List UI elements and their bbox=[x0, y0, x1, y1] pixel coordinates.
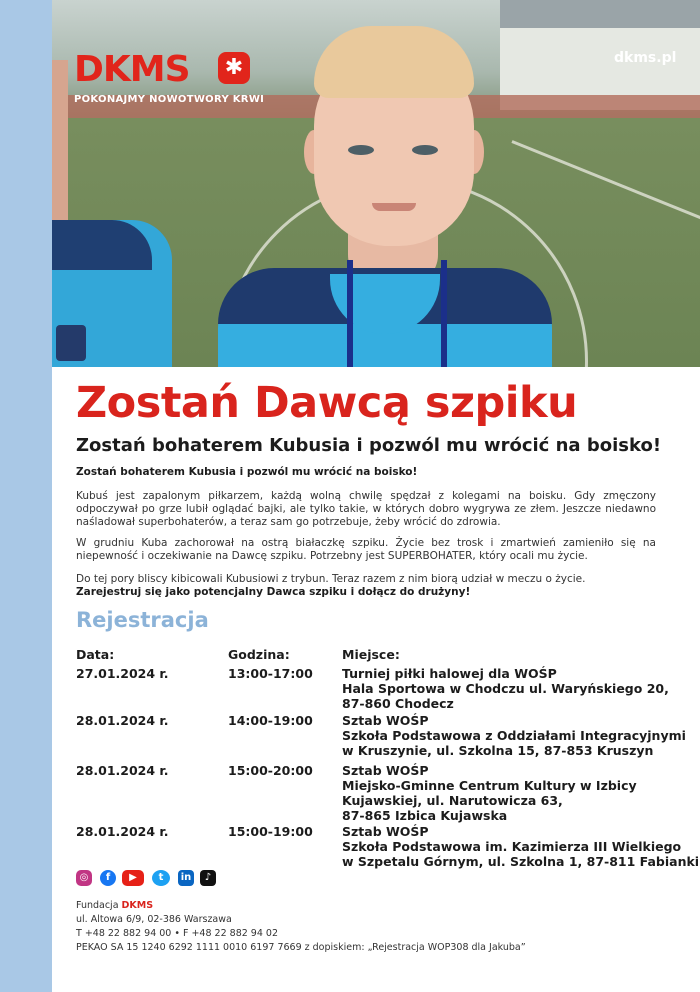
col-time-header: Godzina: bbox=[228, 647, 290, 662]
place-line: Turniej piłki halowej dla WOŚP bbox=[342, 666, 557, 681]
place-line: w Szpetalu Górnym, ul. Szkolna 1, 87-811 Fabianki bbox=[342, 854, 700, 869]
place-line: Miejsko-Gminne Centrum Kultury w Izbicy bbox=[342, 778, 637, 793]
footer bbox=[76, 899, 526, 955]
place-line: Sztab WOŚP bbox=[342, 763, 429, 778]
page-subtitle: Zostań bohaterem Kubusia i pozwól mu wrócić na boisko! bbox=[76, 435, 662, 456]
row-place bbox=[342, 713, 686, 758]
place-line: 87-860 Chodecz bbox=[342, 696, 454, 711]
boy-hair bbox=[314, 26, 474, 98]
footer-org-prefix: Fundacja bbox=[76, 900, 122, 911]
place-line: Szkoła Podstawowa z Oddziałami Integracyjnymi bbox=[342, 728, 686, 743]
place-line: w Kruszynie, ul. Szkolna 15, 87-853 Kruszyn bbox=[342, 743, 654, 758]
boy-eye-left bbox=[348, 145, 374, 155]
building-roof bbox=[500, 0, 700, 28]
row-date: 28.01.2024 r. bbox=[76, 713, 169, 728]
place-line: Szkoła Podstawowa im. Kazimierza III Wielkiego bbox=[342, 839, 682, 854]
row-time: 14:00-19:00 bbox=[228, 713, 313, 728]
place-line: Sztab WOŚP bbox=[342, 824, 429, 839]
place-line: Kujawskiej, ul. Narutowicza 63, bbox=[342, 793, 563, 808]
teammate-jersey bbox=[52, 220, 172, 367]
paragraph-illness: W grudniu Kuba zachorował na ostrą białaczkę szpiku. Życie bez trosk i zmartwień zamieniło się na niepewność i oczekiwanie na Dawcę szpiku. Potrzebny jest SUPERBOHATER, który ocali mu życie. bbox=[76, 537, 656, 562]
logo-star-icon: ✱ bbox=[218, 52, 250, 84]
linkedin-icon[interactable]: in bbox=[178, 870, 194, 886]
page-title: Zostań Dawcą szpiku bbox=[76, 378, 578, 428]
row-date: 27.01.2024 r. bbox=[76, 666, 169, 681]
row-time: 15:00-19:00 bbox=[228, 824, 313, 839]
footer-org bbox=[76, 899, 526, 913]
place-line: Sztab WOŚP bbox=[342, 713, 429, 728]
footer-bank: PEKAO SA 15 1240 6292 1111 0010 6197 7669 z dopiskiem: „Rejestracja WOP308 dla Jakuba” bbox=[76, 942, 526, 953]
row-place bbox=[342, 824, 700, 869]
side-stripe bbox=[0, 0, 52, 992]
row-date: 28.01.2024 r. bbox=[76, 763, 169, 778]
facebook-icon[interactable]: f bbox=[100, 870, 116, 886]
place-line: Hala Sportowa w Chodczu ul. Waryńskiego 20, bbox=[342, 681, 669, 696]
row-place bbox=[342, 666, 682, 711]
twitter-icon[interactable]: t bbox=[152, 870, 170, 886]
lead-text: Zostań bohaterem Kubusia i pozwól mu wrócić na boisko! bbox=[76, 466, 418, 478]
site-link[interactable]: dkms.pl bbox=[614, 50, 677, 66]
logo-tagline: POKONAJMY NOWOTWORY KRWI bbox=[74, 94, 265, 105]
boy-mouth bbox=[372, 203, 416, 211]
paragraph-story: Kubuś jest zapalonym piłkarzem, każdą wolną chwilę spędzał z kolegami na boisku. Gdy zmęczony odpoczywał po grze lubił oglądać bajki, ale tylko takie, w których dobro wygrywa ze złem. Jeszcze niedawno naśladował superbohaterów, a teraz sam go potrzebuje, żeby wrócić do zdrowia. bbox=[76, 490, 656, 528]
teammate-arm bbox=[52, 60, 68, 230]
paragraph-call bbox=[76, 573, 656, 599]
col-place-header: Miejsce: bbox=[342, 647, 400, 662]
row-place bbox=[342, 763, 682, 823]
tiktok-icon[interactable]: ♪ bbox=[200, 870, 216, 886]
col-date-header: Data: bbox=[76, 647, 115, 662]
lanyard bbox=[347, 260, 447, 367]
youtube-icon[interactable]: ▶ bbox=[122, 870, 144, 886]
logo-text: DKMS bbox=[74, 49, 190, 90]
row-time: 13:00-17:00 bbox=[228, 666, 313, 681]
registration-heading: Rejestracja bbox=[76, 608, 209, 632]
footer-address: ul. Altowa 6/9, 02-386 Warszawa bbox=[76, 914, 232, 925]
paragraph-support: Do tej pory bliscy kibicowali Kubusiowi z trybun. Teraz razem z nim biorą udział w meczu o życie. bbox=[76, 573, 586, 585]
call-to-action: Zarejestruj się jako potencjalny Dawca szpiku i dołącz do drużyny! bbox=[76, 586, 471, 598]
boy-eye-right bbox=[412, 145, 438, 155]
place-line: 87-865 Izbica Kujawska bbox=[342, 808, 508, 823]
footer-org-brand: DKMS bbox=[121, 900, 154, 911]
club-badge bbox=[56, 325, 86, 361]
dkms-logo[interactable] bbox=[74, 50, 274, 110]
row-date: 28.01.2024 r. bbox=[76, 824, 169, 839]
teammate-shoulder bbox=[52, 220, 152, 270]
instagram-icon[interactable]: ◎ bbox=[76, 870, 92, 886]
footer-phones: T +48 22 882 94 00 • F +48 22 882 94 02 bbox=[76, 928, 279, 939]
row-time: 15:00-20:00 bbox=[228, 763, 313, 778]
